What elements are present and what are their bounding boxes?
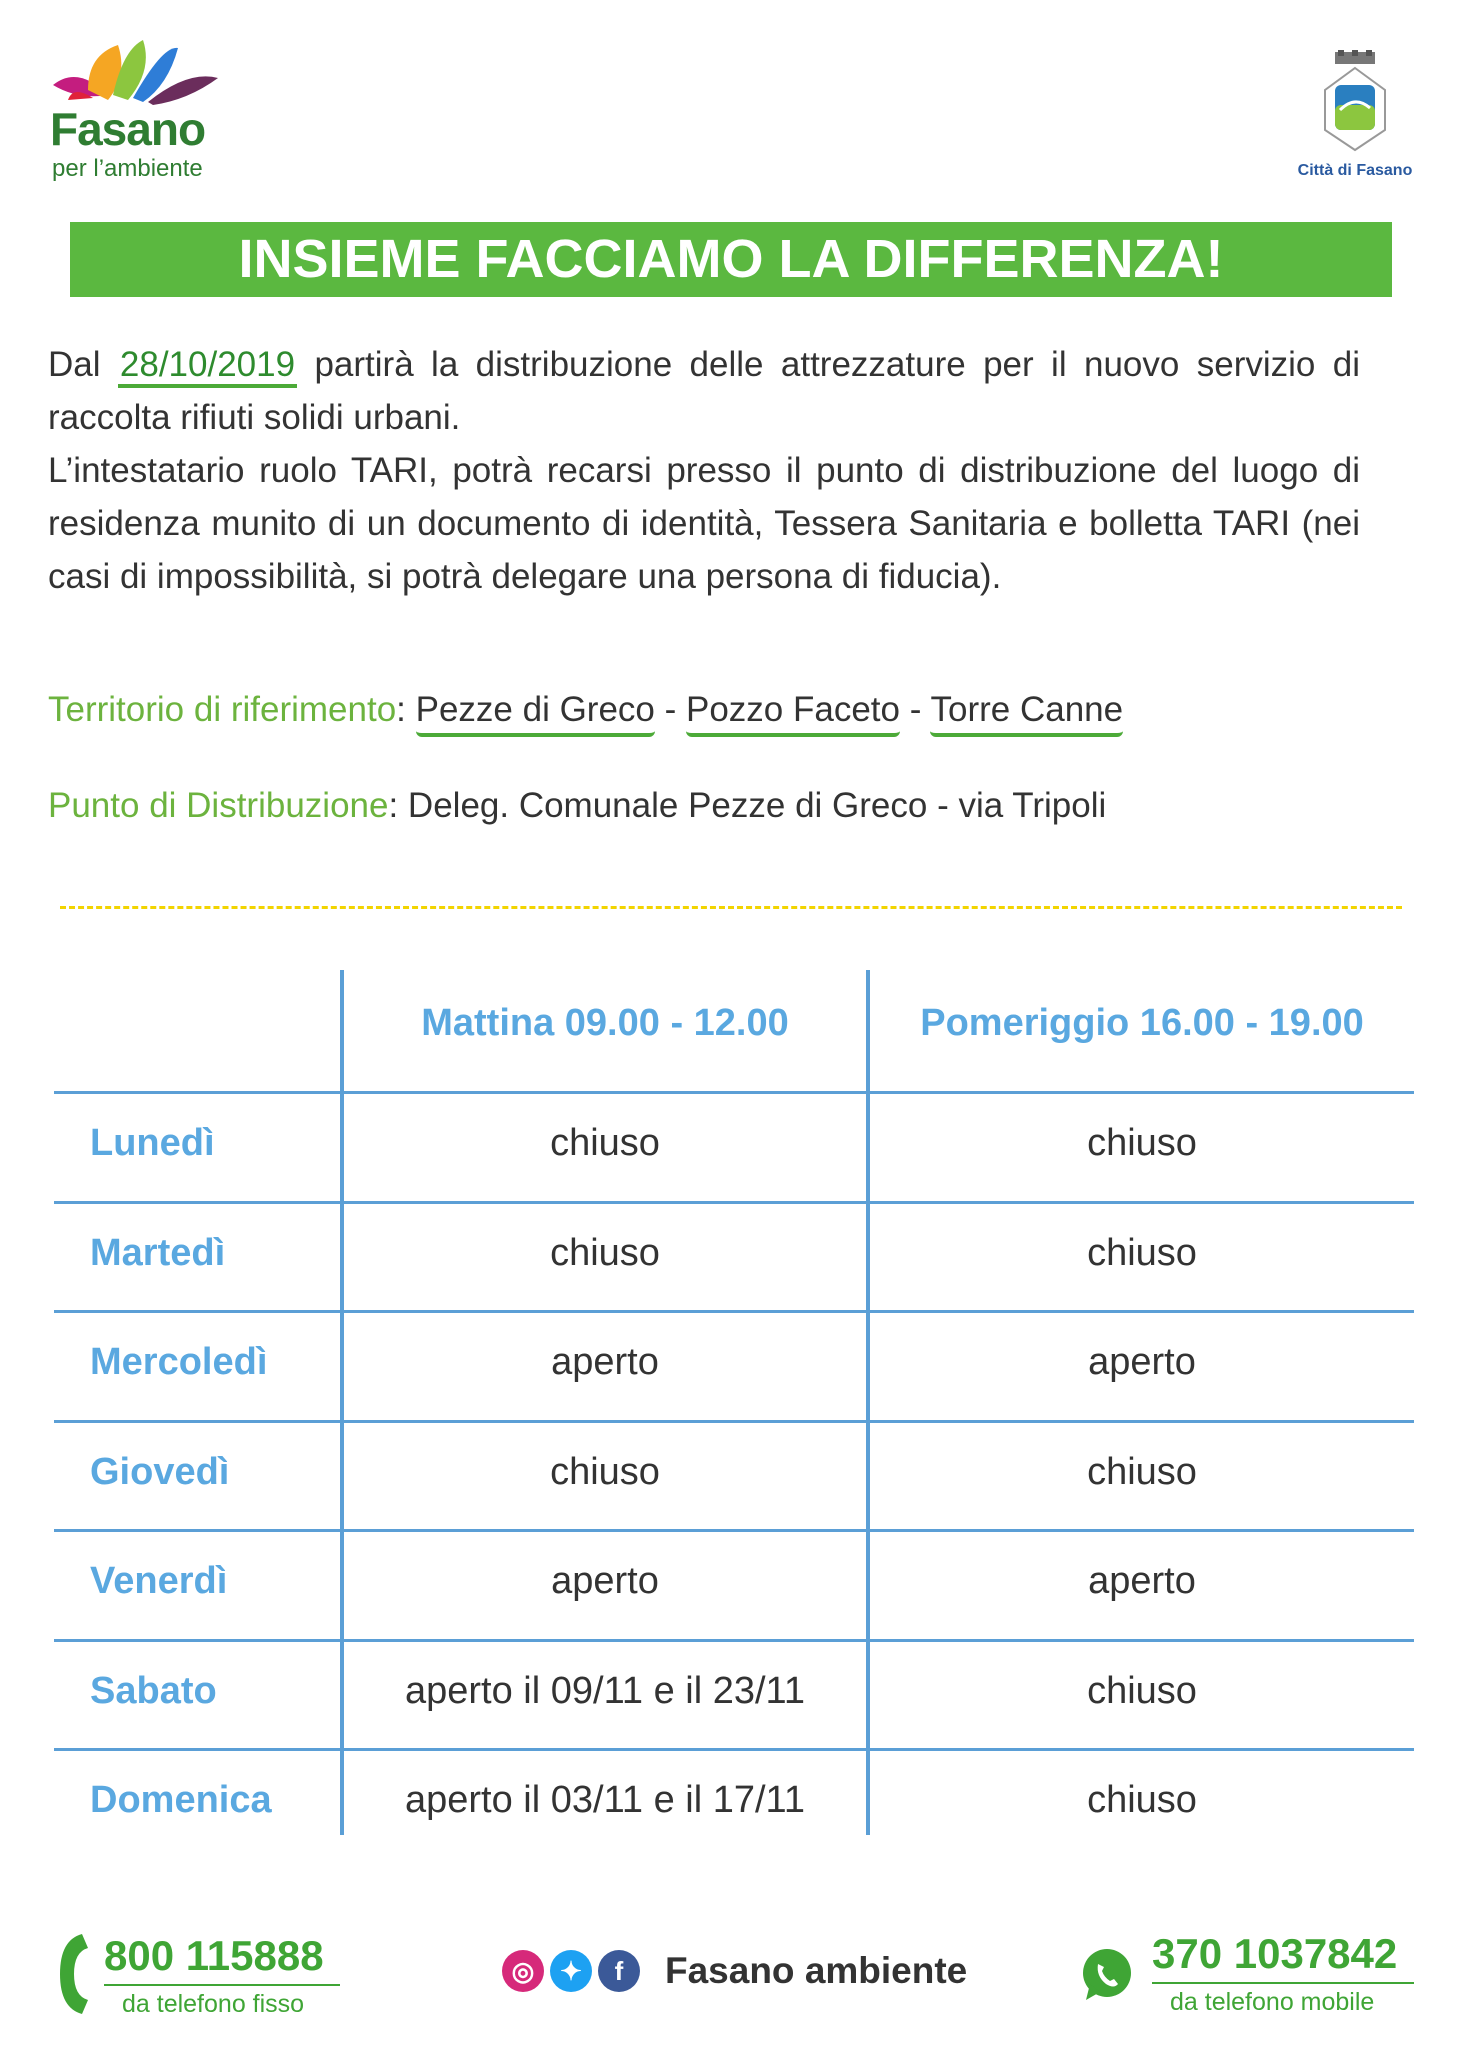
facebook-icon[interactable]: f — [598, 1950, 640, 1992]
table-row-day: Martedì — [90, 1232, 226, 1274]
intro-p1-after: partirà la distribuzione delle attrezzature per il nuovo servizio di raccolta rifiuti solidi urbani. — [48, 345, 1360, 437]
logo-tagline: per l’ambiente — [52, 155, 203, 182]
whatsapp-icon — [1078, 1946, 1136, 2004]
table-cell-afternoon: chiuso — [1087, 1670, 1197, 1712]
row-divider — [54, 1529, 1414, 1532]
fasano-ambiente-logo — [48, 40, 248, 190]
distribution-line: Punto di Distribuzione: Deleg. Comunale Pezze di Greco - via Tripoli — [48, 786, 1107, 825]
table-row-day: Venerdì — [90, 1560, 228, 1602]
territory-line: Territorio di riferimento: Pezze di Greco - Pozzo Faceto - Torre Canne — [48, 690, 1123, 730]
table-cell-afternoon: chiuso — [1087, 1122, 1197, 1164]
row-divider — [54, 1639, 1414, 1642]
banner-title: INSIEME FACCIAMO LA DIFFERENZA! — [70, 222, 1392, 297]
table-row-day: Giovedì — [90, 1451, 230, 1493]
table-cell-morning: aperto il 03/11 e il 17/11 — [405, 1779, 805, 1821]
intro-text — [48, 338, 1360, 603]
table-cell-morning: aperto — [551, 1341, 659, 1383]
table-cell-morning: aperto — [551, 1560, 659, 1602]
table-cell-morning: chiuso — [550, 1122, 660, 1164]
crest-icon — [1310, 50, 1400, 160]
table-row-day: Lunedì — [90, 1122, 215, 1164]
table-cell-morning: chiuso — [550, 1232, 660, 1274]
distribution-label: Punto di Distribuzione — [48, 786, 389, 825]
table-row-day: Domenica — [90, 1779, 272, 1821]
row-divider — [54, 1091, 1414, 1094]
row-divider — [54, 1420, 1414, 1423]
intro-p1-before: Dal — [48, 345, 118, 384]
instagram-icon[interactable]: ◎ — [502, 1950, 544, 1992]
social-name[interactable]: Fasano ambiente — [665, 1950, 968, 1991]
crest-caption: Città di Fasano — [1297, 162, 1413, 179]
mobile-label: da telefono mobile — [1170, 1988, 1375, 2016]
table-cell-afternoon: aperto — [1088, 1560, 1196, 1602]
territory-place: Pezze di Greco — [416, 690, 655, 737]
header-afternoon: Pomeriggio 16.00 - 19.00 — [920, 1002, 1364, 1044]
territory-place: Torre Canne — [930, 690, 1123, 737]
citta-di-fasano-crest — [1275, 50, 1435, 190]
phone-icon — [52, 1930, 94, 2018]
logo-brand: Fasano — [50, 103, 206, 155]
row-divider — [54, 1201, 1414, 1204]
start-date: 28/10/2019 — [118, 345, 297, 388]
table-cell-morning: aperto il 09/11 e il 23/11 — [405, 1670, 805, 1712]
table-cell-afternoon: chiuso — [1087, 1451, 1197, 1493]
header-morning: Mattina 09.00 - 12.00 — [421, 1002, 789, 1044]
mobile-underline — [1152, 1982, 1414, 1984]
row-divider — [54, 1310, 1414, 1313]
table-cell-afternoon: aperto — [1088, 1341, 1196, 1383]
landline-label: da telefono fisso — [122, 1990, 305, 2018]
table-row-day: Mercoledì — [90, 1341, 268, 1383]
row-divider — [54, 1748, 1414, 1751]
twitter-icon[interactable]: ✦ — [550, 1950, 592, 1992]
territory-label: Territorio di riferimento — [48, 690, 397, 729]
schedule-table — [54, 970, 1414, 1835]
table-cell-afternoon: chiuso — [1087, 1779, 1197, 1821]
landline-underline — [104, 1984, 340, 1986]
table-cell-afternoon: chiuso — [1087, 1232, 1197, 1274]
distribution-value: Deleg. Comunale Pezze di Greco - via Tripoli — [407, 786, 1107, 825]
territory-place: Pozzo Faceto — [686, 690, 900, 737]
table-row-day: Sabato — [90, 1670, 217, 1712]
landline-number[interactable]: 800 115888 — [104, 1932, 324, 1979]
dashed-divider — [60, 906, 1402, 909]
table-cell-morning: chiuso — [550, 1451, 660, 1493]
mobile-number[interactable]: 370 1037842 — [1152, 1930, 1398, 1977]
intro-p2: L’intestatario ruolo TARI, potrà recarsi presso il punto di distribuzione del luogo di residenza munito di un documento di identità, Tessera Sanitaria e bolletta TARI (nei casi di impossibilità, si potrà delegare una persona di fiducia). — [48, 451, 1360, 596]
